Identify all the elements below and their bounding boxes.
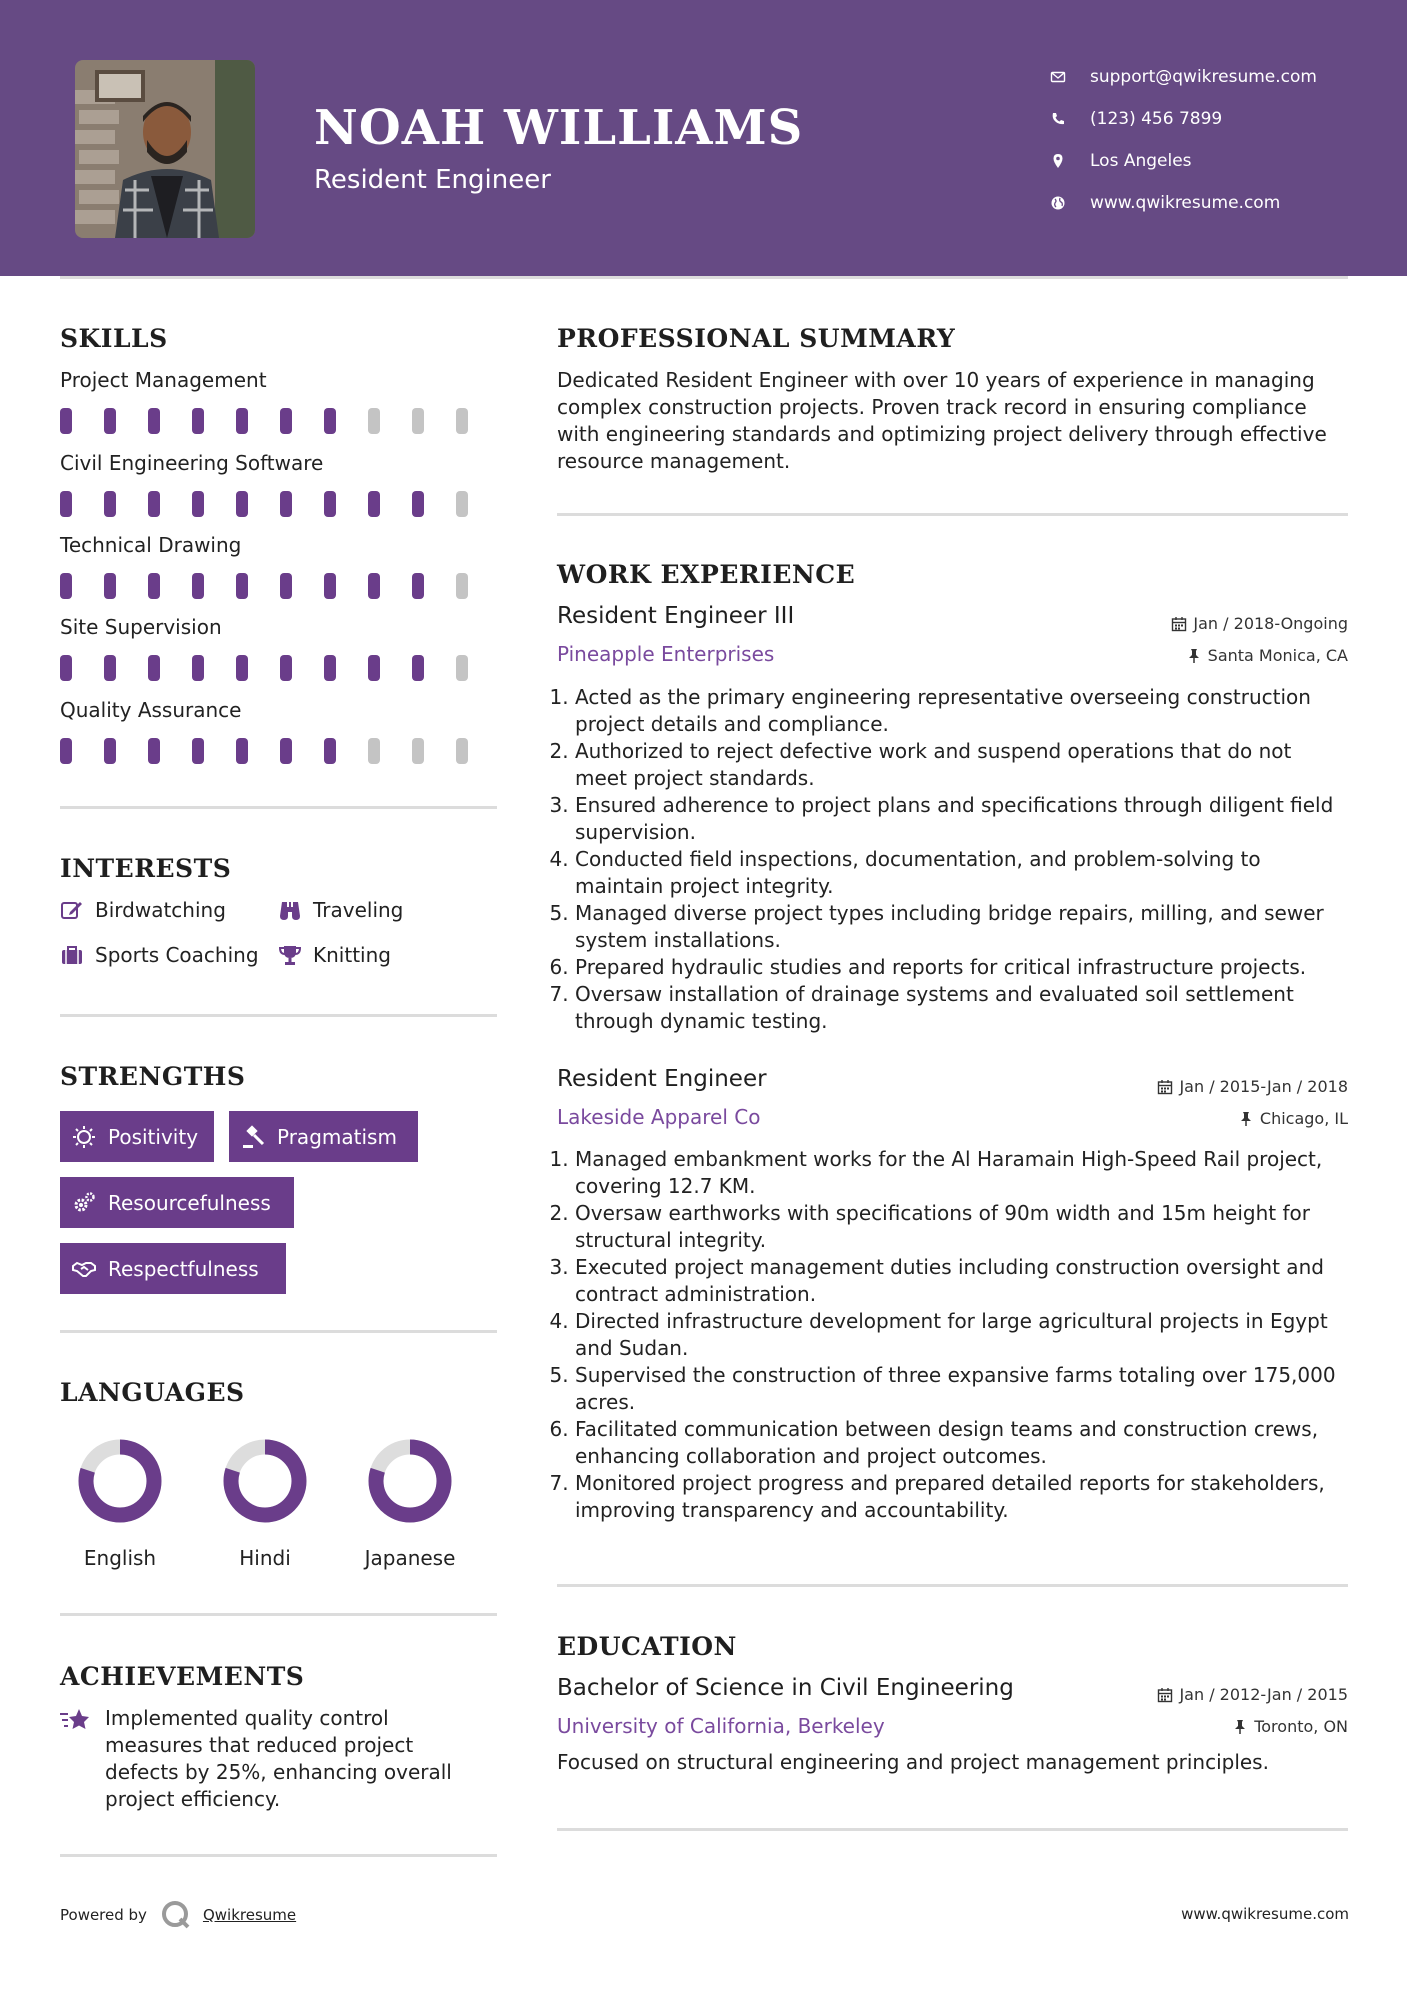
skill-level-dot (192, 738, 204, 764)
language-item (192, 1436, 338, 1570)
skill-rating (60, 573, 500, 599)
contact-location: Los Angeles (1050, 140, 1317, 182)
list-item: 1. Acted as the primary engineering representative overseeing construction project details and compliance. (575, 684, 1347, 738)
skill-level-dot (60, 491, 72, 517)
qwikresume-link[interactable]: Qwikresume (202, 1906, 297, 1924)
skill-label: Technical Drawing (60, 533, 242, 557)
list-item: 5. Supervised the construction of three expansive farms totaling over 175,000 acres. (575, 1362, 1347, 1416)
profile-photo (75, 60, 255, 238)
phone-icon (1050, 111, 1066, 127)
skill-level-dot (456, 491, 468, 517)
language-item (47, 1436, 193, 1570)
location-pin-icon (1050, 153, 1066, 169)
skill-label: Project Management (60, 368, 267, 392)
language-proficiency-donut (365, 1436, 455, 1526)
languages-title: LANGUAGES (60, 1378, 245, 1407)
footer-powered-by: Powered by Qwikresume (60, 1900, 296, 1930)
job-title: Resident Engineer III (557, 603, 795, 629)
summary-text: Dedicated Resident Engineer with over 10 years of experience in managing complex construction projects. Proven track record in ensuring compliance with engineering standards and optimizing project delivery through effective resource management. (557, 368, 1327, 473)
skill-level-dot (412, 738, 424, 764)
achievement-text: Implemented quality control measures that reduced project defects by 25%, enhancing overall project efficiency. (105, 1706, 452, 1811)
strength-tag: Pragmatism (229, 1111, 418, 1162)
list-item: 7. Monitored project progress and prepared detailed reports for stakeholders, improving transparency and accountability. (575, 1470, 1347, 1524)
language-proficiency-donut (220, 1436, 310, 1526)
skill-level-dot (148, 491, 160, 517)
contact-website[interactable]: www.qwikresume.com (1050, 182, 1317, 224)
skill-level-dot (148, 738, 160, 764)
divider (60, 1613, 497, 1616)
divider (60, 1330, 497, 1333)
language-item (337, 1436, 483, 1570)
list-item: 7. Oversaw installation of drainage systems and evaluated soil settlement through dynamic testing. (575, 981, 1347, 1035)
education-title: EDUCATION (557, 1632, 737, 1661)
trophy-icon (278, 943, 302, 967)
skill-level-dot (236, 408, 248, 434)
skill-level-dot (324, 573, 336, 599)
language-label: Hindi (239, 1546, 291, 1570)
globe-icon (1050, 195, 1066, 211)
skill-level-dot (280, 573, 292, 599)
skill-label: Quality Assurance (60, 698, 242, 722)
skill-level-dot (104, 491, 116, 517)
list-item: 2. Authorized to reject defective work and suspend operations that do not meet project standards. (575, 738, 1347, 792)
skill-level-dot (456, 408, 468, 434)
job-title: Resident Engineer (557, 1066, 767, 1092)
divider (60, 806, 497, 809)
skill-label: Civil Engineering Software (60, 451, 324, 475)
pin-icon (1186, 648, 1202, 664)
divider (557, 1828, 1348, 1831)
skill-level-dot (324, 738, 336, 764)
skill-level-dot (324, 491, 336, 517)
skill-level-dot (412, 408, 424, 434)
list-item: 4. Conducted field inspections, documentation, and problem-solving to maintain project integrity. (575, 846, 1347, 900)
skill-level-dot (236, 738, 248, 764)
briefcase-icon (60, 943, 84, 967)
divider (557, 1584, 1348, 1587)
gavel-icon (241, 1125, 265, 1149)
contact-list (1050, 56, 1317, 224)
interest-item: Traveling (278, 898, 403, 922)
gears-icon (72, 1191, 96, 1215)
skills-title: SKILLS (60, 324, 168, 353)
binoculars-icon (278, 898, 302, 922)
skill-level-dot (368, 738, 380, 764)
skill-level-dot (280, 408, 292, 434)
skill-level-dot (148, 573, 160, 599)
skill-level-dot (324, 655, 336, 681)
skill-row (60, 698, 500, 764)
sun-icon (72, 1125, 96, 1149)
list-item: 5. Managed diverse project types including bridge repairs, milling, and sewer system installations. (575, 900, 1347, 954)
skill-level-dot (192, 491, 204, 517)
contact-phone[interactable]: (123) 456 7899 (1050, 98, 1317, 140)
skill-rating (60, 738, 500, 764)
job-location: Santa Monica, CA (1186, 646, 1348, 665)
calendar-icon (1171, 616, 1187, 632)
skill-label: Site Supervision (60, 615, 222, 639)
skill-level-dot (104, 738, 116, 764)
interests-title: INTERESTS (60, 854, 232, 883)
strength-tag: Resourcefulness (60, 1177, 294, 1228)
skill-level-dot (368, 573, 380, 599)
divider (60, 1014, 497, 1017)
qwikresume-logo-icon (161, 1900, 191, 1930)
calendar-icon (1157, 1079, 1173, 1095)
skill-level-dot (236, 573, 248, 599)
header-banner (0, 0, 1407, 276)
degree-title: Bachelor of Science in Civil Engineering (557, 1675, 1014, 1701)
star-icon (60, 1707, 90, 1733)
language-label: English (83, 1546, 157, 1570)
skill-level-dot (60, 573, 72, 599)
job-dates: Jan / 2018-Ongoing (1171, 614, 1348, 633)
interest-item: Sports Coaching (60, 943, 259, 967)
skill-level-dot (412, 655, 424, 681)
interest-item: Birdwatching (60, 898, 226, 922)
skill-level-dot (324, 408, 336, 434)
skill-level-dot (104, 573, 116, 599)
divider (60, 1854, 497, 1857)
skill-row (60, 615, 500, 681)
mail-icon (1050, 69, 1066, 85)
skill-level-dot (192, 573, 204, 599)
skill-level-dot (60, 408, 72, 434)
candidate-role: Resident Engineer (314, 165, 551, 195)
interest-item: Knitting (278, 943, 391, 967)
job-location: Chicago, IL (1238, 1109, 1348, 1128)
contact-email[interactable]: support@qwikresume.com (1050, 56, 1317, 98)
duties-list (557, 1146, 1347, 1524)
skill-level-dot (148, 408, 160, 434)
skill-level-dot (456, 573, 468, 599)
handshake-icon (72, 1257, 96, 1281)
skill-level-dot (60, 738, 72, 764)
skill-level-dot (412, 573, 424, 599)
list-item: 3. Executed project management duties including construction oversight and contract administration. (575, 1254, 1347, 1308)
company-name: Lakeside Apparel Co (557, 1105, 761, 1129)
skill-level-dot (236, 655, 248, 681)
job-dates: Jan / 2015-Jan / 2018 (1157, 1077, 1348, 1096)
pin-icon (1232, 1719, 1248, 1735)
duties-list (557, 684, 1347, 1035)
achievement-item (60, 1705, 480, 1813)
skill-level-dot (192, 408, 204, 434)
footer-url[interactable]: www.qwikresume.com (1181, 1905, 1349, 1923)
strength-tag: Respectfulness (60, 1243, 286, 1294)
list-item: 3. Ensured adherence to project plans and specifications through diligent field supervision. (575, 792, 1347, 846)
skill-level-dot (148, 655, 160, 681)
skill-level-dot (368, 655, 380, 681)
skill-level-dot (368, 491, 380, 517)
school-name: University of California, Berkeley (557, 1714, 885, 1738)
skill-level-dot (236, 491, 248, 517)
language-label: Japanese (364, 1546, 456, 1570)
calendar-icon (1157, 1687, 1173, 1703)
language-proficiency-donut (75, 1436, 165, 1526)
list-item: 6. Facilitated communication between design teams and construction crews, enhancing collaboration and project outcomes. (575, 1416, 1347, 1470)
pin-icon (1238, 1111, 1254, 1127)
skill-rating (60, 655, 500, 681)
skill-level-dot (280, 655, 292, 681)
header-divider (60, 276, 1348, 279)
skill-level-dot (412, 491, 424, 517)
skill-level-dot (280, 738, 292, 764)
skill-level-dot (456, 738, 468, 764)
achievements-title: ACHIEVEMENTS (60, 1662, 305, 1691)
skill-rating (60, 491, 500, 517)
strength-tag: Positivity (60, 1111, 214, 1162)
company-name: Pineapple Enterprises (557, 642, 775, 666)
skill-row (60, 533, 500, 599)
education-description: Focused on structural engineering and project management principles. (557, 1750, 1269, 1774)
skill-level-dot (104, 408, 116, 434)
list-item: 4. Directed infrastructure development for large agricultural projects in Egypt and Sudan. (575, 1308, 1347, 1362)
skill-row (60, 451, 500, 517)
education-dates: Jan / 2012-Jan / 2015 (1157, 1685, 1348, 1704)
skill-row (60, 368, 500, 434)
skill-level-dot (192, 655, 204, 681)
list-item: 2. Oversaw earthworks with specifications of 90m width and 15m height for structural integrity. (575, 1200, 1347, 1254)
summary-title: PROFESSIONAL SUMMARY (557, 324, 956, 353)
list-item: 1. Managed embankment works for the Al Haramain High-Speed Rail project, covering 12.7 KM. (575, 1146, 1347, 1200)
edit-icon (60, 898, 84, 922)
skill-level-dot (368, 408, 380, 434)
list-item: 6. Prepared hydraulic studies and reports for critical infrastructure projects. (575, 954, 1347, 981)
skill-level-dot (280, 491, 292, 517)
education-location: Toronto, ON (1232, 1717, 1348, 1736)
skill-level-dot (456, 655, 468, 681)
experience-title: WORK EXPERIENCE (557, 560, 856, 589)
skill-rating (60, 408, 500, 434)
candidate-name: NOAH WILLIAMS (314, 100, 804, 156)
skill-level-dot (104, 655, 116, 681)
divider (557, 513, 1348, 516)
strengths-title: STRENGTHS (60, 1062, 246, 1091)
skill-level-dot (60, 655, 72, 681)
